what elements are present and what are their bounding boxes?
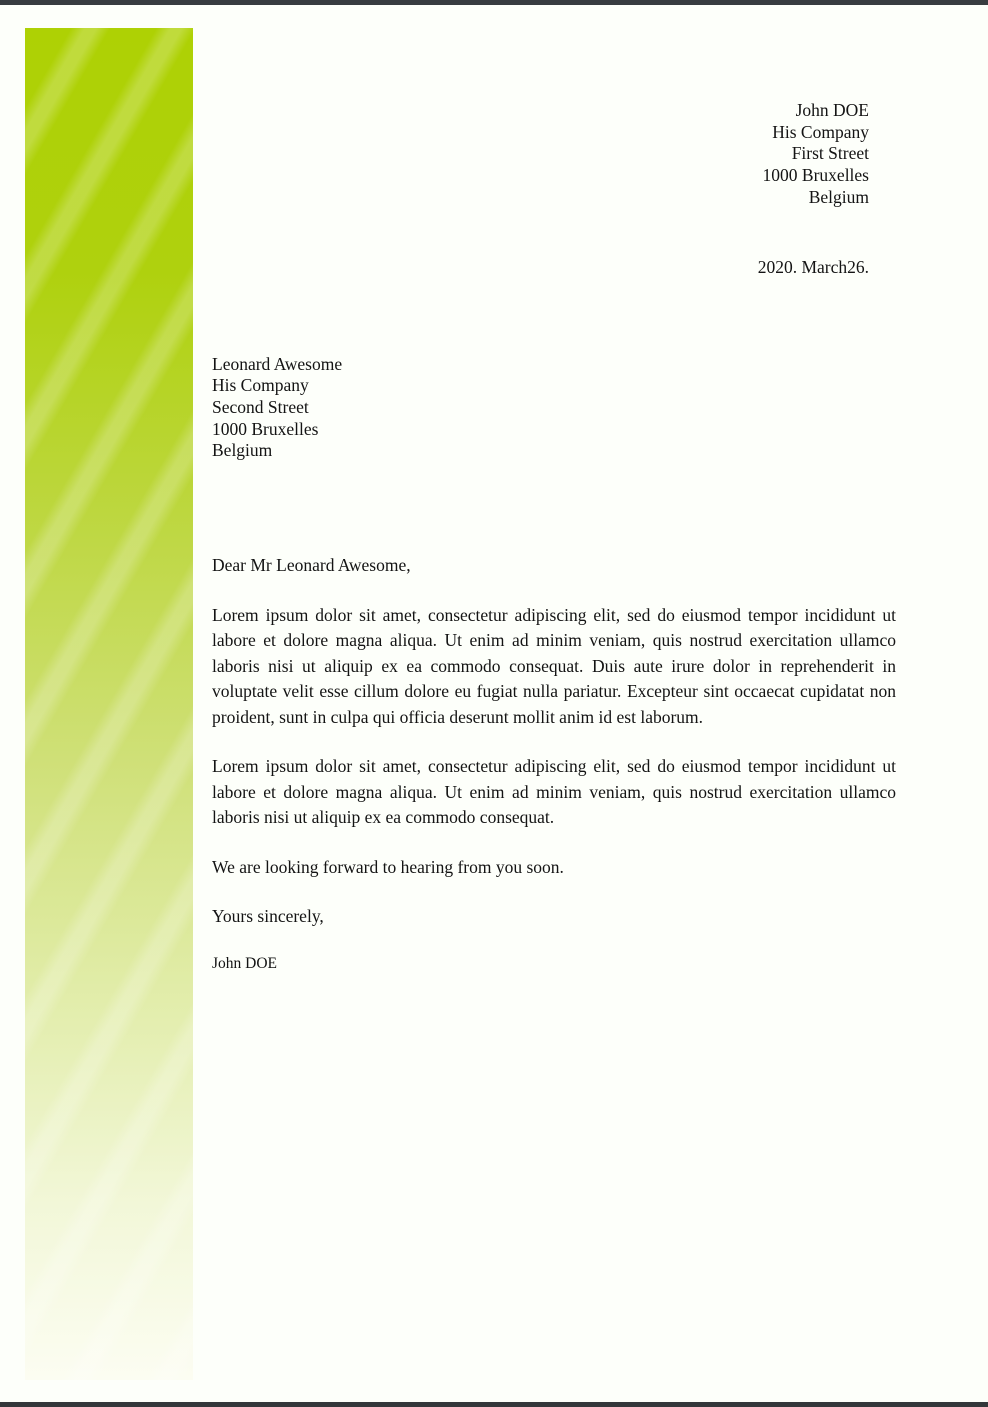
top-frame-bar <box>0 0 988 5</box>
salutation-text: Dear Mr Leonard Awesome, <box>212 555 411 576</box>
sender-name: John DOE <box>795 100 869 120</box>
recipient-city: 1000 Bruxelles <box>212 418 319 439</box>
letter-date: 2020. March26. <box>757 256 869 277</box>
sender-country: Belgium <box>808 186 869 207</box>
sender-street: First Street <box>791 143 869 164</box>
recipient-address-block <box>212 354 896 463</box>
recipient-company: His Company <box>212 375 309 396</box>
body-paragraph-1: Lorem ipsum dolor sit amet, consectetur adipiscing elit, sed do eiusmod tempor incididunt ut labore et dolore magna aliqua. Ut enim ad minim veniam, quis nostrud exercitation ullamco laboris nisi ut aliquip ex ea commodo consequat. Duis aute irure dolor in reprehenderit in voluptate velit esse cillum dolore eu fugiat nulla pariatur. Excepteur sint occaecat cupidatat non proident, sunt in culpa qui officia deserunt mollit anim id est laborum. <box>212 604 896 727</box>
letter-content <box>212 100 896 974</box>
body-paragraph-2: Lorem ipsum dolor sit amet, consectetur adipiscing elit, sed do eiusmod tempor incididunt ut labore et dolore magna aliqua. Ut enim ad minim veniam, quis nostrud exercitation ullamco laboris nisi ut aliquip ex ea commodo consequat. <box>212 756 896 828</box>
recipient-name: Leonard Awesome <box>212 353 343 374</box>
bottom-frame-bar <box>0 1402 988 1407</box>
signature-text: John DOE <box>212 954 278 972</box>
recipient-street: Second Street <box>212 396 309 417</box>
sender-address-block <box>212 100 896 209</box>
gradient-sidebar <box>25 28 193 1380</box>
recipient-country: Belgium <box>212 440 273 461</box>
valediction-text: Yours sincerely, <box>212 906 324 927</box>
sender-company: His Company <box>772 121 869 142</box>
closing-text: We are looking forward to hearing from you soon. <box>212 856 564 877</box>
sender-city: 1000 Bruxelles <box>762 165 869 186</box>
